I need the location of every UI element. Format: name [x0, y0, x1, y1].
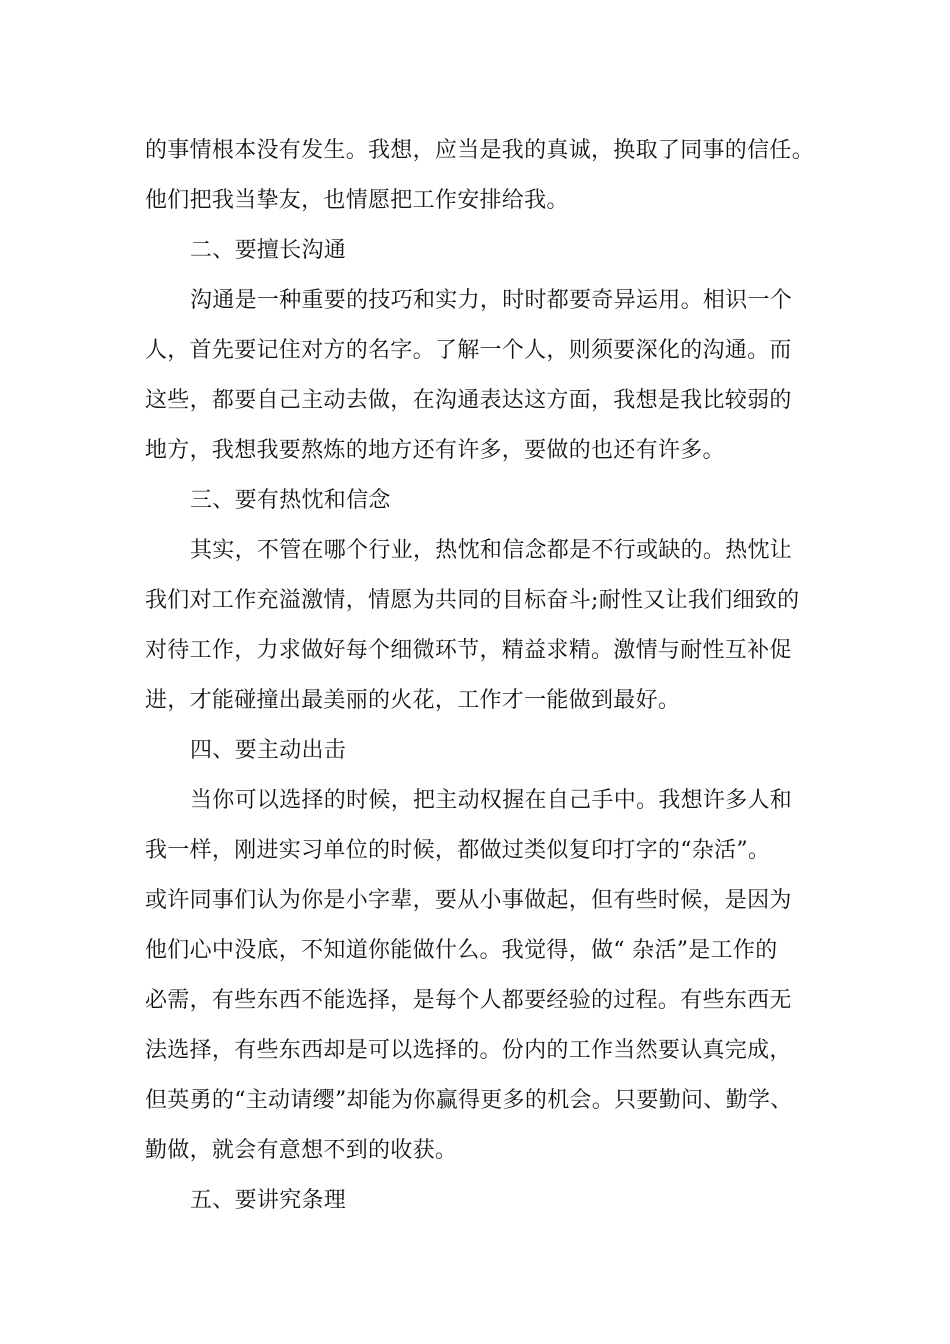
- paragraph-line: 勤做，就会有意想不到的收获。: [145, 1138, 458, 1163]
- section-heading: 二、要擅长沟通: [190, 238, 347, 263]
- paragraph-line: 我们对工作充溢激情，情愿为共同的目标奋斗;耐性又让我们细致的: [145, 588, 800, 613]
- paragraph-line: 他们把我当挚友，也情愿把工作安排给我。: [145, 188, 569, 213]
- paragraph-line: 进，才能碰撞出最美丽的火花，工作才一能做到最好。: [145, 688, 681, 713]
- paragraph-line: 当你可以选择的时候，把主动权握在自己手中。我想许多人和: [190, 788, 793, 813]
- paragraph-line: 地方，我想我要熬炼的地方还有许多，要做的也还有许多。: [145, 438, 725, 463]
- paragraph-line: 必需，有些东西不能选择，是每个人都要经验的过程。有些东西无: [145, 988, 792, 1013]
- paragraph-line: 这些，都要自己主动去做，在沟通表达这方面，我想是我比较弱的: [145, 388, 792, 413]
- paragraph-line: 其实，不管在哪个行业，热忱和信念都是不行或缺的。热忱让: [190, 538, 793, 563]
- section-heading: 三、要有热忱和信念: [190, 488, 391, 513]
- paragraph-line: 或许同事们认为你是小字辈，要从小事做起，但有些时候，是因为: [145, 888, 792, 913]
- section-heading: 四、要主动出击: [190, 738, 347, 763]
- paragraph-line: 对待工作，力求做好每个细微环节，精益求精。激情与耐性互补促: [145, 638, 792, 663]
- paragraph-line: 他们心中没底，不知道你能做什么。我觉得，做“ 杂活”是工作的: [145, 938, 778, 963]
- paragraph-line: 我一样，刚进实习单位的时候，都做过类似复印打字的“杂活”。: [145, 838, 771, 863]
- section-heading: 五、要讲究条理: [190, 1188, 347, 1213]
- paragraph-line: 的事情根本没有发生。我想，应当是我的真诚，换取了同事的信任。: [145, 138, 815, 163]
- paragraph-line: 法选择，有些东西却是可以选择的。份内的工作当然要认真完成，: [145, 1038, 792, 1063]
- paragraph-line: 但英勇的“主动请缨”却能为你赢得更多的机会。只要勤问、勤学、: [145, 1088, 793, 1113]
- paragraph-line: 沟通是一种重要的技巧和实力，时时都要奇异运用。相识一个: [190, 288, 793, 313]
- paragraph-line: 人，首先要记住对方的名字。了解一个人，则须要深化的沟通。而: [145, 338, 792, 363]
